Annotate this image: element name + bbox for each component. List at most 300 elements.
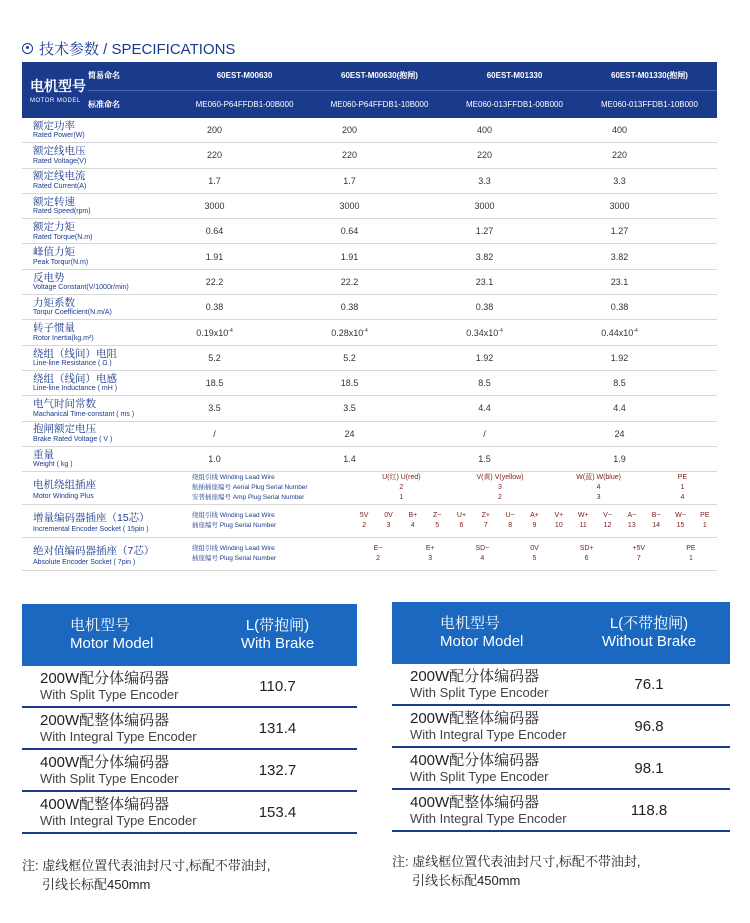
dimension-label-zh: 400W配分体编码器 bbox=[40, 754, 170, 771]
spec-label-zh: 额定转速 bbox=[33, 195, 75, 208]
plug-pin bbox=[451, 473, 550, 503]
spec-rows bbox=[22, 118, 717, 472]
spec-value-text: 3000 bbox=[609, 201, 630, 212]
plug-note: 插座编号 Plug Serial Number bbox=[192, 522, 277, 530]
plug-pin-name: W+ bbox=[577, 512, 589, 520]
plug-pin bbox=[571, 511, 595, 531]
spec-label-zh: 力矩系数 bbox=[33, 296, 75, 309]
spec-row bbox=[22, 118, 717, 143]
plug-pin-num: 13 bbox=[627, 522, 636, 530]
plug-pin bbox=[648, 473, 717, 503]
spec-label-en: Line-line Inductance ( mH ) bbox=[33, 385, 118, 393]
spec-value bbox=[312, 201, 447, 211]
spec-value bbox=[582, 277, 717, 287]
brake-h1-zh: 电机型号 bbox=[70, 617, 131, 634]
dimension-label-zh: 200W配整体编码器 bbox=[410, 710, 540, 727]
plug-pin bbox=[352, 511, 376, 531]
plug-pin-num: 7 bbox=[636, 555, 641, 563]
plug-pin-name: 0V bbox=[530, 545, 539, 553]
specifications-table bbox=[22, 62, 717, 571]
dimension-value: 76.1 bbox=[634, 675, 664, 693]
incremental-encoder-row-label bbox=[22, 510, 192, 533]
spec-value-text: 3.3 bbox=[478, 175, 491, 186]
spec-row bbox=[22, 219, 717, 244]
spec-label-en: Voltage Constant(V/1000r/min) bbox=[33, 284, 129, 292]
dimension-value: 98.1 bbox=[634, 759, 664, 777]
spec-row bbox=[22, 447, 717, 472]
model-short-name: 60EST-M00630(抱闸) bbox=[341, 71, 418, 80]
dimension-label-en: With Integral Type Encoder bbox=[40, 813, 197, 828]
plug-pin-name: W− bbox=[675, 512, 686, 520]
spec-value bbox=[312, 302, 447, 312]
plug-note: 航插插座编号 Aerial Plug Serial Number bbox=[192, 484, 308, 492]
spec-label bbox=[22, 197, 177, 216]
plug-pin bbox=[644, 511, 668, 531]
brake-h1-en: Motor Model bbox=[70, 635, 154, 652]
spec-value-text: 8.5 bbox=[478, 378, 491, 389]
spec-values bbox=[177, 252, 717, 262]
plug-pin-aerial: 4 bbox=[596, 484, 601, 492]
plug-pin bbox=[508, 544, 560, 564]
plug-pin bbox=[456, 544, 508, 564]
spec-value bbox=[177, 328, 312, 338]
spec-value bbox=[177, 277, 312, 287]
spec-value-text: 220 bbox=[476, 150, 493, 161]
plug-pin-name: Z+ bbox=[481, 512, 491, 520]
spec-value-text: 0.38 bbox=[475, 302, 494, 313]
plug-pin bbox=[425, 511, 449, 531]
plug-pin-name: 5V bbox=[359, 512, 369, 520]
dimension-label-en: With Integral Type Encoder bbox=[410, 727, 567, 742]
plug-pin-num: 12 bbox=[603, 522, 612, 530]
dimension-row bbox=[22, 708, 357, 750]
spec-table-header bbox=[22, 62, 717, 118]
spec-value bbox=[447, 378, 582, 388]
plug-pin-name: E− bbox=[373, 545, 383, 553]
spec-value bbox=[312, 403, 447, 413]
spec-label-en: Rated Power(W) bbox=[33, 132, 85, 140]
spec-value-text: 24 bbox=[344, 428, 355, 439]
plug-pin-name: U− bbox=[505, 512, 515, 520]
plug-pin-name: V(黄) V(yellow) bbox=[476, 474, 524, 482]
plug-pin-amp: 3 bbox=[596, 494, 601, 502]
spec-values bbox=[177, 328, 717, 338]
spec-value-exponent: -4 bbox=[498, 327, 503, 334]
incremental-encoder-row-label-zh: 增量编码器插座（15芯） bbox=[33, 511, 150, 524]
winding-plug-row-label-en: Motor Winding Plus bbox=[33, 492, 94, 500]
plug-pin-aerial: 3 bbox=[498, 484, 502, 492]
model-std-name: ME060-P64FFDB1-10B000 bbox=[312, 90, 447, 118]
plug-pin bbox=[352, 544, 404, 564]
dimension-label-zh: 200W配分体编码器 bbox=[410, 668, 540, 685]
spec-value-text: 1.7 bbox=[208, 175, 221, 186]
plug-pin bbox=[561, 544, 613, 564]
spec-label bbox=[22, 323, 177, 342]
dimension-value: 131.4 bbox=[258, 719, 297, 737]
without-brake-header bbox=[392, 602, 730, 664]
spec-value-text: 3.3 bbox=[613, 175, 626, 186]
spec-row bbox=[22, 244, 717, 269]
plug-note: 插座编号 Plug Serial Number bbox=[192, 555, 277, 563]
without-brake-note bbox=[392, 852, 640, 890]
spec-label bbox=[22, 247, 177, 266]
model-short-name: 60EST-M00630 bbox=[216, 71, 273, 80]
spec-value bbox=[582, 454, 717, 464]
spec-value-text: 1.9 bbox=[613, 454, 626, 464]
spec-value-text: 3.5 bbox=[343, 403, 356, 414]
spec-value-text: 0.38 bbox=[610, 302, 629, 313]
dimension-label bbox=[392, 668, 568, 700]
nobrake-h1-en: Motor Model bbox=[440, 633, 524, 650]
spec-label bbox=[22, 450, 177, 469]
plug-pin-name: SD− bbox=[475, 545, 490, 553]
model-short-name: 60EST-M01330 bbox=[486, 71, 543, 80]
dimension-row bbox=[392, 748, 730, 790]
incremental-encoder-row bbox=[22, 505, 717, 538]
spec-value bbox=[312, 429, 447, 439]
spec-values bbox=[177, 150, 717, 160]
dimension-label bbox=[22, 796, 198, 828]
nobrake-h1-zh: 电机型号 bbox=[440, 615, 501, 632]
spec-value bbox=[177, 454, 312, 464]
plug-pin-name: PE bbox=[700, 512, 710, 520]
plug-pin-name: U+ bbox=[456, 512, 467, 520]
plug-note: 绕组引线 Winding Lead Wire bbox=[192, 545, 275, 553]
spec-label-en: Weight ( kg ) bbox=[33, 461, 73, 469]
dimension-row bbox=[22, 792, 357, 834]
dimension-label bbox=[22, 754, 198, 786]
spec-values bbox=[177, 403, 717, 413]
plug-pin-name: SD+ bbox=[579, 545, 594, 553]
spec-value bbox=[447, 454, 582, 464]
plug-pin-amp: 1 bbox=[399, 494, 404, 502]
plug-pin-name: A− bbox=[627, 512, 637, 520]
without-brake-rows bbox=[392, 664, 730, 832]
spec-value-text: 18.5 bbox=[340, 378, 359, 389]
dimension-row bbox=[22, 666, 357, 708]
plug-pin-num: 6 bbox=[459, 522, 464, 530]
spec-label-en: Brake Rated Voltage ( V ) bbox=[33, 435, 113, 443]
dimension-label bbox=[392, 710, 568, 742]
plug-pin-name: B− bbox=[651, 512, 661, 520]
spec-label-zh: 额定线电流 bbox=[33, 170, 86, 183]
spec-row bbox=[22, 371, 717, 396]
dimension-label-zh: 200W配整体编码器 bbox=[40, 712, 170, 729]
motor-model-header bbox=[22, 62, 88, 118]
absolute-encoder-row-label-en: Absolute Encoder Socket ( 7pin ) bbox=[33, 558, 136, 566]
spec-value-text: 1.27 bbox=[610, 226, 629, 237]
winding-plug-row-pins bbox=[352, 473, 717, 503]
circle-bullet-icon bbox=[22, 43, 33, 54]
dimension-label bbox=[392, 794, 568, 826]
absolute-encoder-row-notes bbox=[192, 544, 352, 564]
spec-value bbox=[177, 176, 312, 186]
spec-label-zh: 额定力矩 bbox=[33, 221, 75, 234]
dimension-label-en: With Split Type Encoder bbox=[40, 687, 179, 702]
spec-value-text: 3.5 bbox=[208, 403, 221, 414]
spec-value-text: 220 bbox=[611, 150, 628, 161]
spec-value bbox=[312, 150, 447, 160]
spec-label bbox=[22, 399, 177, 418]
spec-value-text: 3.82 bbox=[475, 251, 494, 262]
plug-rows bbox=[22, 472, 717, 571]
spec-value-text: 23.1 bbox=[475, 276, 494, 287]
spec-value-text: 1.92 bbox=[610, 352, 629, 363]
spec-value-text: / bbox=[213, 428, 216, 439]
spec-value-text: 1.4 bbox=[343, 454, 356, 464]
plug-pin-num: 8 bbox=[508, 522, 513, 530]
plug-pin-num: 3 bbox=[386, 522, 391, 530]
spec-value bbox=[447, 150, 582, 160]
short-name-label: 简易命名 bbox=[88, 71, 120, 80]
with-brake-table bbox=[22, 604, 357, 834]
spec-value bbox=[582, 353, 717, 363]
spec-value-exponent: -4 bbox=[363, 327, 368, 334]
spec-value bbox=[177, 353, 312, 363]
section-title bbox=[22, 38, 235, 58]
spec-value bbox=[312, 328, 447, 338]
plug-pin-num: 5 bbox=[435, 522, 440, 530]
spec-label-en: Peak Torqur(N.m) bbox=[33, 258, 89, 266]
spec-label bbox=[22, 121, 177, 140]
plug-pin-num: 11 bbox=[579, 522, 587, 530]
model-short-name: 60EST-M01330(抱闸) bbox=[611, 71, 688, 80]
spec-value bbox=[582, 125, 717, 135]
spec-label-zh: 抱闸额定电压 bbox=[33, 423, 96, 436]
spec-label-zh: 重量 bbox=[33, 448, 54, 461]
absolute-encoder-row-label bbox=[22, 543, 192, 566]
spec-values bbox=[177, 429, 717, 439]
spec-value-text: 0.19x10 bbox=[196, 327, 229, 338]
spec-value-text: 0.44x10 bbox=[601, 327, 634, 338]
plug-pin-num: 10 bbox=[554, 522, 563, 530]
spec-value-text: 4.4 bbox=[478, 403, 491, 414]
incremental-encoder-row-notes bbox=[192, 511, 352, 531]
spec-value-text: 220 bbox=[341, 150, 358, 161]
absolute-encoder-row-label-zh: 绝对值编码器插座（7芯） bbox=[33, 544, 155, 557]
motor-model-en: MOTOR MODEL bbox=[30, 98, 81, 104]
plug-pin-name: E+ bbox=[425, 545, 435, 553]
plug-note: 绕组引线 Winding Lead Wire bbox=[192, 512, 275, 520]
model-std-name: ME060-013FFDB1-10B000 bbox=[582, 90, 717, 118]
absolute-encoder-row bbox=[22, 538, 717, 571]
plug-pin bbox=[547, 511, 571, 531]
spec-label-zh: 转子惯量 bbox=[33, 322, 75, 335]
dimension-label bbox=[22, 712, 198, 744]
spec-values bbox=[177, 353, 717, 363]
plug-pin-name: U(红) U(red) bbox=[382, 474, 421, 482]
plug-pin-num: 14 bbox=[652, 522, 661, 530]
spec-value-text: 8.5 bbox=[613, 378, 626, 389]
spec-label bbox=[22, 374, 177, 393]
spec-value bbox=[582, 378, 717, 388]
plug-pin-num: 1 bbox=[702, 522, 707, 530]
spec-values bbox=[177, 176, 717, 186]
spec-value-text: 18.5 bbox=[205, 378, 224, 389]
note-line-1: 注: 虚线框位置代表油封尺寸,标配不带油封, bbox=[392, 854, 641, 869]
plug-pin bbox=[401, 511, 425, 531]
dimension-label-en: With Split Type Encoder bbox=[40, 771, 179, 786]
spec-value-text: 22.2 bbox=[340, 276, 359, 287]
plug-pin-amp: 4 bbox=[680, 494, 685, 502]
plug-pin-num: 15 bbox=[676, 522, 685, 530]
spec-value bbox=[447, 201, 582, 211]
plug-pin-aerial: 1 bbox=[680, 484, 685, 492]
motor-model-zh: 电机型号 bbox=[30, 78, 86, 94]
plug-pin-num: 4 bbox=[480, 555, 485, 563]
plug-pin-num: 2 bbox=[376, 555, 381, 563]
plug-pin bbox=[376, 511, 400, 531]
std-name-label: 标准命名 bbox=[88, 90, 177, 118]
spec-values bbox=[177, 454, 717, 464]
plug-pin-num: 3 bbox=[428, 555, 433, 563]
spec-label-en: Rotor Inertia(kg.m²) bbox=[33, 334, 94, 342]
spec-label bbox=[22, 222, 177, 241]
dimension-label bbox=[22, 670, 198, 702]
dimension-label-zh: 200W配分体编码器 bbox=[40, 670, 170, 687]
spec-value bbox=[177, 125, 312, 135]
spec-values bbox=[177, 201, 717, 211]
spec-label-en: Rated Torque(N.m) bbox=[33, 233, 93, 241]
spec-value bbox=[447, 252, 582, 262]
section-title-text: 技术参数 / SPECIFICATIONS bbox=[39, 40, 236, 58]
spec-row bbox=[22, 143, 717, 168]
spec-value-text: 4.4 bbox=[613, 403, 626, 414]
spec-value bbox=[582, 302, 717, 312]
plug-pin-num: 5 bbox=[532, 555, 537, 563]
plug-pin-name: PE bbox=[686, 545, 696, 553]
spec-label-en: Rated Current(A) bbox=[33, 182, 87, 190]
spec-label-en: Rated Speed(rpm) bbox=[33, 208, 91, 216]
spec-value-text: 3000 bbox=[204, 201, 225, 212]
model-std-name: ME060-P64FFDB1-00B000 bbox=[177, 90, 312, 118]
absolute-encoder-row-pins bbox=[352, 544, 717, 564]
plug-pin-amp: 2 bbox=[498, 494, 502, 502]
spec-label-zh: 反电势 bbox=[33, 271, 65, 284]
spec-value bbox=[582, 252, 717, 262]
plug-pin bbox=[668, 511, 692, 531]
spec-value-text: 1.0 bbox=[208, 454, 221, 464]
brake-h2-en: With Brake bbox=[240, 635, 315, 652]
plug-pin bbox=[498, 511, 522, 531]
spec-row bbox=[22, 396, 717, 421]
spec-value-text: 0.38 bbox=[340, 302, 359, 313]
plug-pin-aerial: 2 bbox=[399, 484, 404, 492]
spec-value bbox=[582, 403, 717, 413]
spec-value bbox=[312, 454, 447, 464]
plug-pin bbox=[404, 544, 456, 564]
dimension-row bbox=[22, 750, 357, 792]
spec-value-text: 5.2 bbox=[208, 352, 221, 363]
dimension-label-en: With Split Type Encoder bbox=[410, 769, 549, 784]
spec-value-text: 3000 bbox=[474, 201, 495, 212]
spec-value-exponent: -4 bbox=[633, 327, 638, 334]
spec-value bbox=[447, 353, 582, 363]
spec-value-text: 3000 bbox=[339, 201, 360, 212]
dimension-value: 110.7 bbox=[259, 677, 296, 695]
plug-pin bbox=[613, 544, 665, 564]
spec-value bbox=[312, 226, 447, 236]
spec-value bbox=[447, 176, 582, 186]
spec-value bbox=[582, 226, 717, 236]
spec-label bbox=[22, 171, 177, 190]
spec-value-text: 200 bbox=[206, 125, 223, 136]
spec-value-text: 5.2 bbox=[343, 352, 356, 363]
incremental-encoder-row-pins bbox=[352, 511, 717, 531]
dimension-value: 96.8 bbox=[634, 717, 664, 735]
spec-value-text: 1.92 bbox=[475, 352, 494, 363]
spec-value bbox=[177, 252, 312, 262]
spec-value-text: 220 bbox=[206, 150, 223, 161]
spec-value bbox=[312, 277, 447, 287]
spec-label-en: Rated Voltage(V) bbox=[33, 157, 87, 165]
spec-value bbox=[582, 429, 717, 439]
dimension-row bbox=[392, 664, 730, 706]
spec-value-text: 200 bbox=[341, 125, 358, 136]
plug-note: 安普插座编号 Amp Plug Serial Number bbox=[192, 494, 305, 502]
plug-pin-name: Z− bbox=[432, 512, 442, 520]
note-line-2: 引线长标配450mm bbox=[412, 873, 521, 888]
plug-pin bbox=[595, 511, 619, 531]
spec-value bbox=[582, 328, 717, 338]
dimension-value: 132.7 bbox=[258, 761, 297, 779]
spec-value-text: 400 bbox=[611, 125, 628, 136]
dimension-row bbox=[392, 706, 730, 748]
spec-values bbox=[177, 125, 717, 135]
note-line-1: 注: 虚线框位置代表油封尺寸,标配不带油封, bbox=[22, 858, 271, 873]
dimension-value: 118.8 bbox=[630, 801, 668, 819]
spec-value-text: 1.5 bbox=[478, 454, 491, 464]
spec-value bbox=[312, 353, 447, 363]
spec-row bbox=[22, 422, 717, 447]
spec-value bbox=[177, 201, 312, 211]
spec-label bbox=[22, 349, 177, 368]
plug-pin-name: B+ bbox=[408, 512, 418, 520]
spec-label-en: Torqur Coefficient(N.m/A) bbox=[33, 309, 112, 317]
spec-value-text: 1.91 bbox=[340, 251, 359, 262]
note-line-2: 引线长标配450mm bbox=[42, 877, 151, 892]
plug-pin-name: +5V bbox=[632, 545, 646, 553]
with-brake-note bbox=[22, 856, 270, 894]
spec-value bbox=[447, 302, 582, 312]
spec-value bbox=[177, 429, 312, 439]
plug-pin-num: 6 bbox=[584, 555, 589, 563]
spec-value bbox=[447, 226, 582, 236]
spec-value bbox=[177, 226, 312, 236]
plug-pin-name: W(蓝) W(blue) bbox=[576, 474, 621, 482]
naming-labels bbox=[88, 62, 177, 118]
spec-value bbox=[312, 125, 447, 135]
plug-pin bbox=[620, 511, 644, 531]
spec-value-text: 22.2 bbox=[205, 276, 224, 287]
dimension-label-en: With Integral Type Encoder bbox=[40, 729, 197, 744]
plug-pin-name: V+ bbox=[554, 512, 564, 520]
winding-plug-row-notes bbox=[192, 473, 352, 503]
plug-pin bbox=[449, 511, 473, 531]
spec-value-text: 0.64 bbox=[340, 226, 359, 237]
model-columns bbox=[177, 62, 717, 118]
spec-values bbox=[177, 378, 717, 388]
spec-row bbox=[22, 194, 717, 219]
dimension-label-zh: 400W配整体编码器 bbox=[410, 794, 540, 811]
spec-value bbox=[447, 277, 582, 287]
spec-label-zh: 额定功率 bbox=[33, 119, 75, 132]
spec-value bbox=[582, 176, 717, 186]
plug-pin-name: PE bbox=[677, 474, 688, 482]
plug-pin bbox=[693, 511, 717, 531]
dimension-label-en: With Split Type Encoder bbox=[410, 685, 549, 700]
incremental-encoder-row-label-en: Incremental Encoder Socket ( 15pin ) bbox=[33, 525, 149, 533]
